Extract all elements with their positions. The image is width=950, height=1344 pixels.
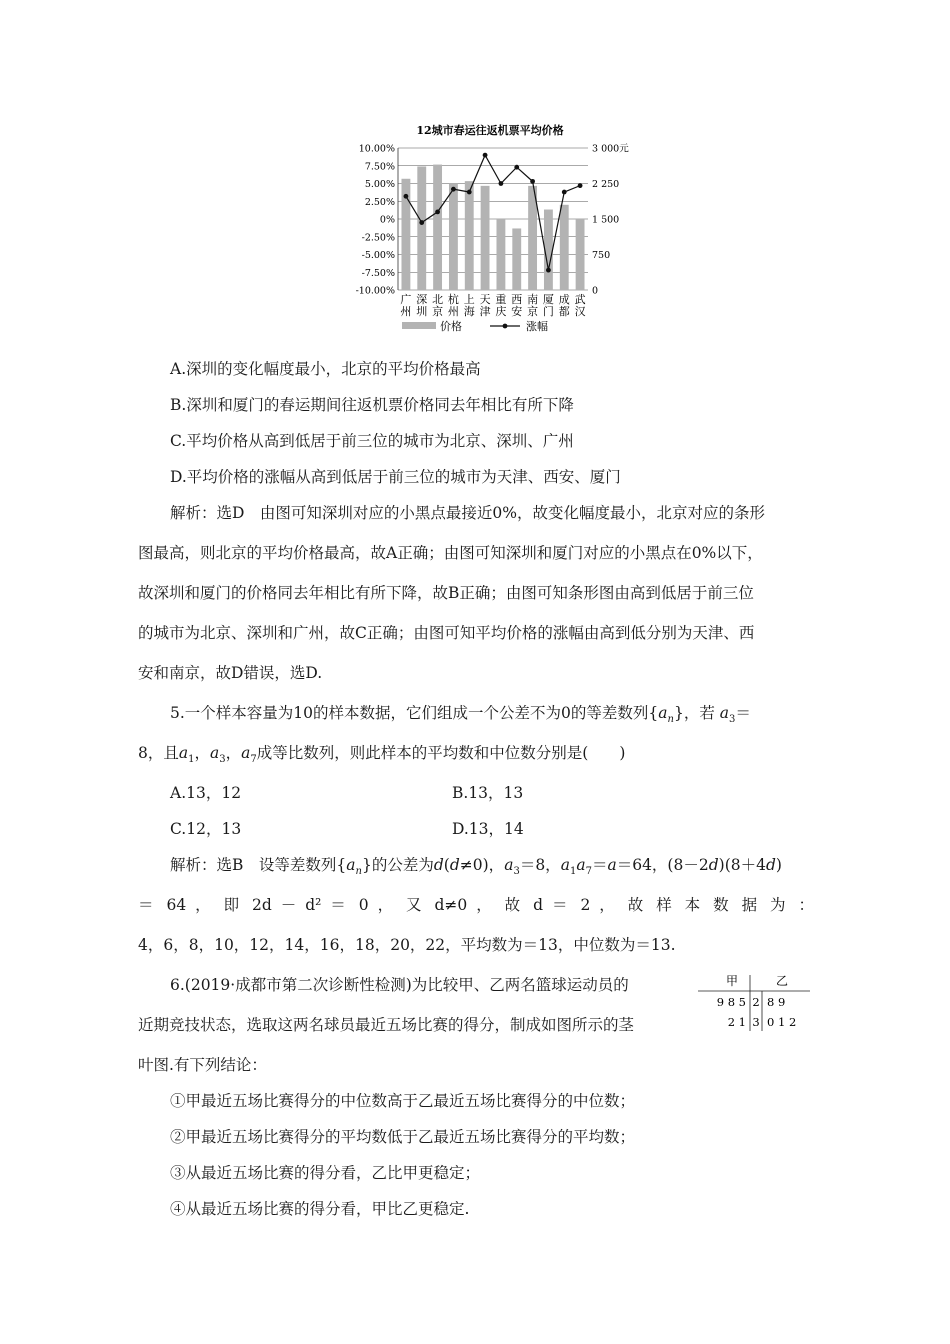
stem-leaf-row1-stem: 2 [752, 995, 760, 1009]
stem-leaf-row1-left: 9 8 5 [716, 995, 746, 1009]
price-bar [576, 219, 585, 290]
chart-title: 12城市春运往返机票平均价格 [416, 124, 564, 137]
q5-solution-line-1: 解析：选B 设等差数列$\{a_n\}$的公差为d(d≠0)，$a_3=8$，$a_1a_7=a=64$，(8－2d)(8＋4d) [170, 856, 782, 878]
left-tick-label: -10.00% [355, 285, 395, 297]
right-tick-label: 3 000元 [592, 143, 629, 155]
growth-point [483, 153, 488, 158]
q4-solution-line-5: 安和南京，故D错误，选D. [138, 664, 323, 682]
right-tick-label: 2 250 [592, 179, 620, 190]
growth-polyline [406, 155, 580, 270]
left-tick-label: 2.50% [364, 196, 395, 208]
growth-point [562, 190, 567, 195]
growth-point [514, 165, 519, 170]
city-label: 重庆 [495, 293, 507, 318]
stem-leaf-row2-right: 0 1 2 [767, 1015, 797, 1029]
price-bar [496, 219, 505, 290]
growth-point [419, 220, 424, 225]
city-label: 杭州 [447, 293, 459, 318]
legend-bar-swatch [402, 322, 436, 329]
growth-point [404, 194, 409, 199]
q4-solution-line-3: 故深圳和厦门的价格同去年相比有所下降，故B正确；由图可知条形图由高到低居于前三位 [138, 584, 754, 602]
legend-bar-label: 价格 [440, 320, 462, 333]
left-tick-label: 10.00% [358, 143, 395, 155]
q5-stem-line-1: 5.一个样本容量为10的样本数据，它们组成一个公差不为0的等差数列$\{a_n\}$，若 $a_3=$ [170, 704, 751, 726]
price-bar [433, 165, 442, 290]
growth-point [499, 181, 504, 186]
q4-solution-line-4: 的城市为北京、深圳和广州，故C正确；由图可知平均价格的涨幅由高到低分别为天津、西 [138, 624, 755, 642]
city-label: 武汉 [574, 293, 586, 318]
price-bar [449, 184, 458, 291]
q6-conclusion-2: ②甲最近五场比赛得分的平均数低于乙最近五场比赛得分的平均数； [170, 1128, 636, 1146]
q6-conclusion-3: ③从最近五场比赛的得分看，乙比甲更稳定； [170, 1164, 481, 1182]
city-label: 天津 [479, 293, 491, 318]
city-labels [400, 292, 585, 318]
left-tick-label: 7.50% [364, 161, 395, 173]
price-bar [481, 186, 490, 290]
q4-option-c: C.平均价格从高到低居于前三位的城市为北京、深圳、广州 [170, 432, 574, 450]
stem-leaf-row2-left: 2 1 [727, 1015, 746, 1029]
city-label: 南京 [527, 293, 539, 318]
chart-axes [356, 144, 630, 297]
price-bar [512, 228, 521, 290]
city-label: 上海 [463, 293, 475, 318]
q5-solution-line-3: 4，6，8，10，12，14，16，18，20，22，平均数为＝13，中位数为＝13. [138, 936, 676, 954]
q5-solution-line-2: ＝ 64 ， 即 2d － d² ＝ 0 ， 又 d≠0 ， 故 d ＝ 2 ， 故 样 本 数 据 为 ： [138, 896, 814, 914]
stem-leaf-head-left: 甲 [725, 974, 739, 988]
price-bar [560, 205, 569, 290]
growth-point [451, 187, 456, 192]
q4-solution-line-1: 解析：选D 由图可知深圳对应的小黑点最接近0%，故变化幅度最小，北京对应的条形 [170, 504, 766, 522]
city-label: 成都 [558, 293, 570, 318]
q4-option-b: B.深圳和厦门的春运期间往返机票价格同去年相比有所下降 [170, 396, 574, 414]
city-label: 深圳 [416, 293, 428, 318]
q5-stem-line-2: 8，且$a_1$，$a_3$，$a_7$成等比数列，则此样本的平均数和中位数分别是( ) [138, 744, 626, 766]
stem-leaf-head-right: 乙 [775, 974, 789, 988]
city-label: 厦门 [542, 293, 554, 318]
q6-conclusion-1: ①甲最近五场比赛得分的中位数高于乙最近五场比赛得分的中位数； [170, 1092, 636, 1110]
growth-point [467, 190, 472, 195]
growth-point [530, 179, 535, 184]
growth-point [435, 210, 440, 215]
q6-conclusion-4: ④从最近五场比赛的得分看，甲比乙更稳定. [170, 1200, 470, 1218]
right-tick-label: 1 500 [592, 214, 620, 226]
price-bar [465, 181, 474, 290]
q5-option-b: B.13，13 [452, 784, 524, 802]
q4-solution-line-2: 图最高，则北京的平均价格最高，故A正确；由图可知深圳和厦门对应的小黑点在0%以下， [138, 544, 763, 562]
price-bar [417, 166, 426, 290]
legend-line-dot [503, 324, 508, 329]
city-label: 广州 [400, 293, 412, 318]
growth-point [546, 268, 551, 273]
left-tick-label: -2.50% [361, 232, 395, 244]
stem-leaf-plot [694, 971, 814, 1035]
q6-stem-line-2: 近期竞技状态，选取这两名球员最近五场比赛的得分，制成如图所示的茎 [138, 1016, 635, 1034]
q6-stem-line-3: 叶图.有下列结论： [138, 1056, 267, 1074]
left-tick-label: 5.00% [364, 179, 395, 190]
q5-option-a: A.13，12 [170, 784, 242, 802]
stem-leaf-row2-stem: 3 [752, 1015, 760, 1029]
legend-line-label: 涨幅 [526, 320, 548, 333]
stem-leaf-row1-right: 8 9 [767, 995, 786, 1009]
right-tick-label: 0 [592, 285, 599, 297]
chart-legend [402, 319, 548, 333]
left-tick-label: 0% [379, 214, 395, 226]
airfare-chart [340, 118, 640, 340]
q4-option-d: D.平均价格的涨幅从高到低居于前三位的城市为天津、西安、厦门 [170, 468, 621, 486]
left-tick-label: -7.50% [361, 267, 395, 279]
growth-point [578, 183, 583, 188]
city-label: 西安 [511, 293, 523, 318]
q5-option-c: C.12，13 [170, 820, 242, 838]
q6-stem-line-1: 6.(2019·成都市第二次诊断性检测)为比较甲、乙两名篮球运动员的 [170, 976, 629, 994]
left-tick-label: -5.00% [361, 250, 395, 261]
city-label: 北京 [432, 293, 444, 318]
right-tick-label: 750 [592, 250, 611, 261]
q4-option-a: A.深圳的变化幅度最小，北京的平均价格最高 [170, 360, 481, 378]
q5-option-d: D.13，14 [452, 820, 524, 838]
